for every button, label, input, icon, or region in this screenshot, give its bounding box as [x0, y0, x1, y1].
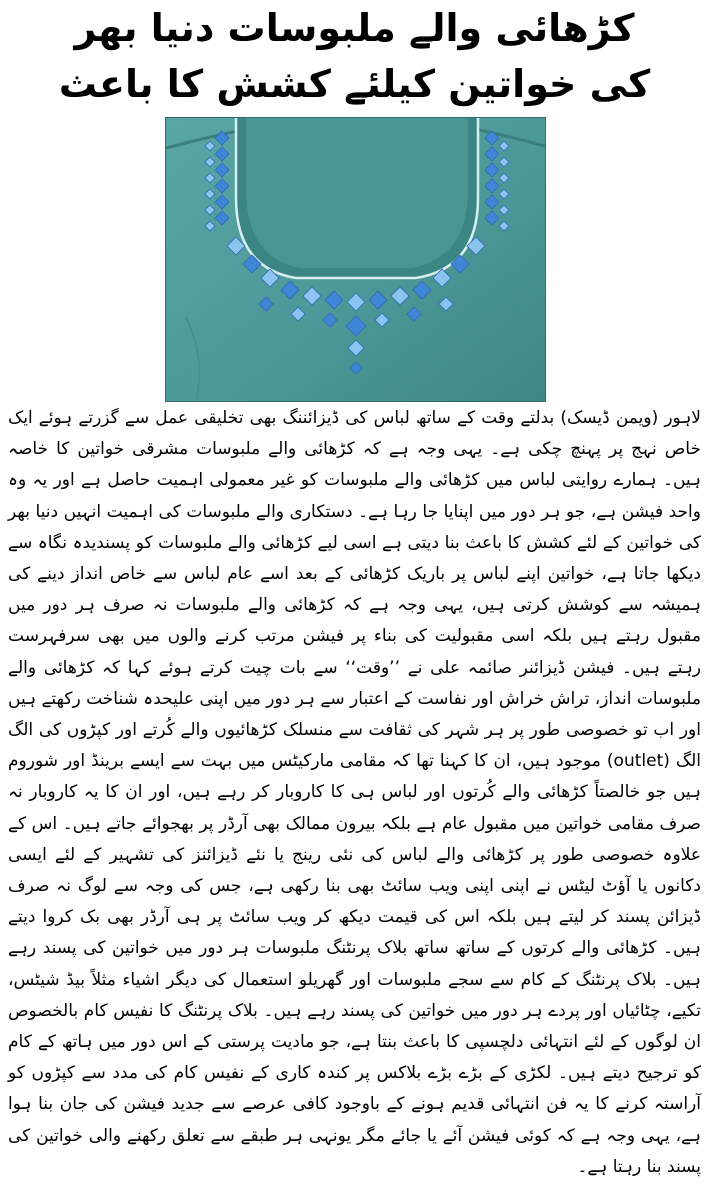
article-photo — [165, 117, 546, 402]
article-body: لاہور (ویمن ڈیسک) بدلتے وقت کے ساتھ لباس کی ڈیزائننگ بھی تخلیقی عمل سے گزرتے ہوئے ایک خاص نہج پر پہنچ چکی ہے۔ یہی وجہ ہے کہ کڑھائی والے ملبوسات مشرقی خواتین کا خاصہ ہیں۔ ہمارے روایتی لباس میں کڑھائی والے ملبوسات کو غیر معمولی اہمیت حاصل ہے اور یہ وہ واحد فیشن ہے، جو ہر دور میں اپنایا جا رہا ہے۔ دستکاری والے ملبوسات کی اہمیت انہیں دنیا بھر کی خواتین کے لئے کشش کا باعث بنا دیتی ہے اسی لیے کڑھائی والے ملبوسات کو پسندیدہ نگاہ سے دیکھا جاتا ہے، خواتین اپنے لباس پر باریک کڑھائی کے بعد اسے عام لباس سے خاص انداز دینے کی ہمیشہ سے کوشش کرتی ہیں، یہی وجہ ہے کہ کڑھائی والے ملبوسات نہ صرف ہر دور میں مقبول رہتے ہیں بلکہ اسی مقبولیت کی بناء پر فیشن مرتب کرنے والوں میں بھی سرفہرست رہتے ہیں۔ فیشن ڈیزائنر صائمہ علی نے ’’وقت‘‘ سے بات چیت کرتے ہوئے کہا کہ کڑھائی والے ملبوسات انداز، تراش خراش اور نفاست کے اعتبار سے ہر دور میں اپنی علیحدہ شناخت رکھتے ہیں اور اب تو خصوصی طور پر ہر شہر کی ثقافت سے منسلک کڑھائیوں والے کُرتے اور کپڑوں کی الگ الگ (outlet) موجود ہیں، ان کا کہنا تھا کہ مقامی مارکیٹس میں بہت سے ایسے برینڈ اور شوروم ہیں جو خالصتاً کڑھائی والے کُرتوں اور لباس ہی کا کاروبار کر رہے ہیں، اور ان کا یہ کاروبار نہ صرف مقامی خواتین میں مقبول عام ہے بلکہ بیرون ممالک بھی آرڈر پر بھجوائے جاتے ہیں۔ اس کے علاوہ خصوصی طور پر کڑھائی والے لباس کی نئی رینج یا نئے ڈیزائنز کی تشہیر کے لئے ایسی دکانوں یا آؤٹ لیٹس نے اپنی اپنی ویب سائٹ بھی بنا رکھی ہے، جس کی وجہ سے لوگ نہ صرف ڈیزائن پسند کر لیتے ہیں بلکہ اس کی قیمت دیکھ کر ویب سائٹ پر ہی آرڈر بھی بک کروا دیتے ہیں۔ کڑھائی والے کرتوں کے ساتھ ساتھ بلاک پرنٹنگ ملبوسات ہر دور میں خواتین کی پسند رہے ہیں۔ بلاک پرنٹنگ کے کام سے سجے ملبوسات اور گھریلو استعمال کی دیگر اشیاء مثلاً بیڈ شیٹس، تکیے، چٹائیاں اور پردے ہر دور میں خواتین کی پسند رہے ہیں۔ بلاک پرنٹنگ کا نفیس کام بالخصوص ان لوگوں کے لئے انتہائی دلچسپی کا باعث بنتا ہے، جو مادیت پرستی کے اس دور میں ہاتھ کے کام کو ترجیح دیتے ہیں۔ لکڑی کے بڑے بڑے بلاکس پر کندہ کاری کے نفیس کام کی مدد سے کپڑوں کو آراستہ کرنے کا یہ فن انتہائی قدیم ہونے کے باوجود کافی عرصے سے جدید فیشن کی جان بنا ہوا ہے، یہی وجہ ہے کہ کوئی فیشن آئے یا جائے مگر یونہی ہر طبقے سے تعلق رکھنے والی خواتین کی پسند بنا رہتا ہے۔ — [8, 408, 701, 1177]
kurta-embroidery-illustration — [166, 118, 545, 401]
headline-line-2: کی خواتین کیلئے کشش کا باعث — [58, 62, 651, 106]
headline-line-1: کڑھائی والے ملبوسات دنیا بھر — [74, 6, 635, 50]
